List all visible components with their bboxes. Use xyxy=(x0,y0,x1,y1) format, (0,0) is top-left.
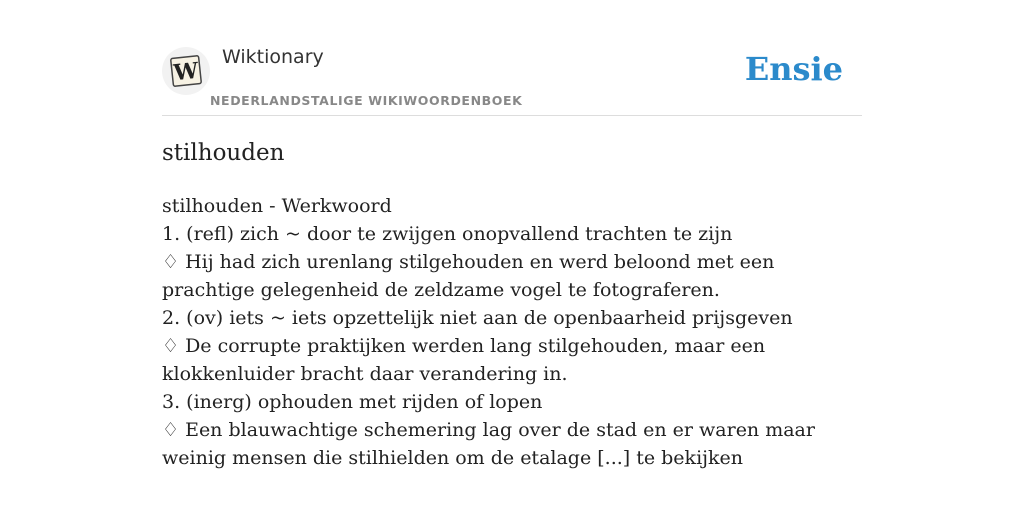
entry-heading: stilhouden - Werkwoord xyxy=(162,195,392,217)
site-name[interactable]: Wiktionary xyxy=(222,46,324,68)
wiktionary-tile-icon xyxy=(168,53,204,89)
page-title: stilhouden xyxy=(162,140,285,166)
page-container xyxy=(162,0,862,469)
sense-definition-1: 1. (refl) zich ~ door te zwijgen onopvallend trachten te zijn xyxy=(162,223,733,245)
sense-definition-2: 2. (ov) iets ~ iets opzettelijk niet aan de openbaarheid prijsgeven xyxy=(162,307,793,329)
entry-content xyxy=(162,192,862,472)
sense-example-3: ♢ Een blauwachtige schemering lag over de stad en er waren maar weinig mensen die stilhielden om de etalage [...] te bekijken xyxy=(162,419,815,469)
wiktionary-logo-icon[interactable] xyxy=(162,47,210,95)
site-subtitle: NEDERLANDSTALIGE WIKIWOORDENBOEK xyxy=(210,93,523,108)
sense-example-1: ♢ Hij had zich urenlang stilgehouden en werd beloond met een prachtige gelegenheid de zeldzame vogel te fotograferen. xyxy=(162,251,775,301)
logo-letter: W xyxy=(172,57,200,87)
ensie-brand-link[interactable]: Ensie xyxy=(744,50,843,88)
sense-example-2: ♢ De corrupte praktijken werden lang stilgehouden, maar een klokkenluider bracht daar verandering in. xyxy=(162,335,766,385)
sense-definition-3: 3. (inerg) ophouden met rijden of lopen xyxy=(162,391,543,413)
site-header xyxy=(162,0,862,116)
